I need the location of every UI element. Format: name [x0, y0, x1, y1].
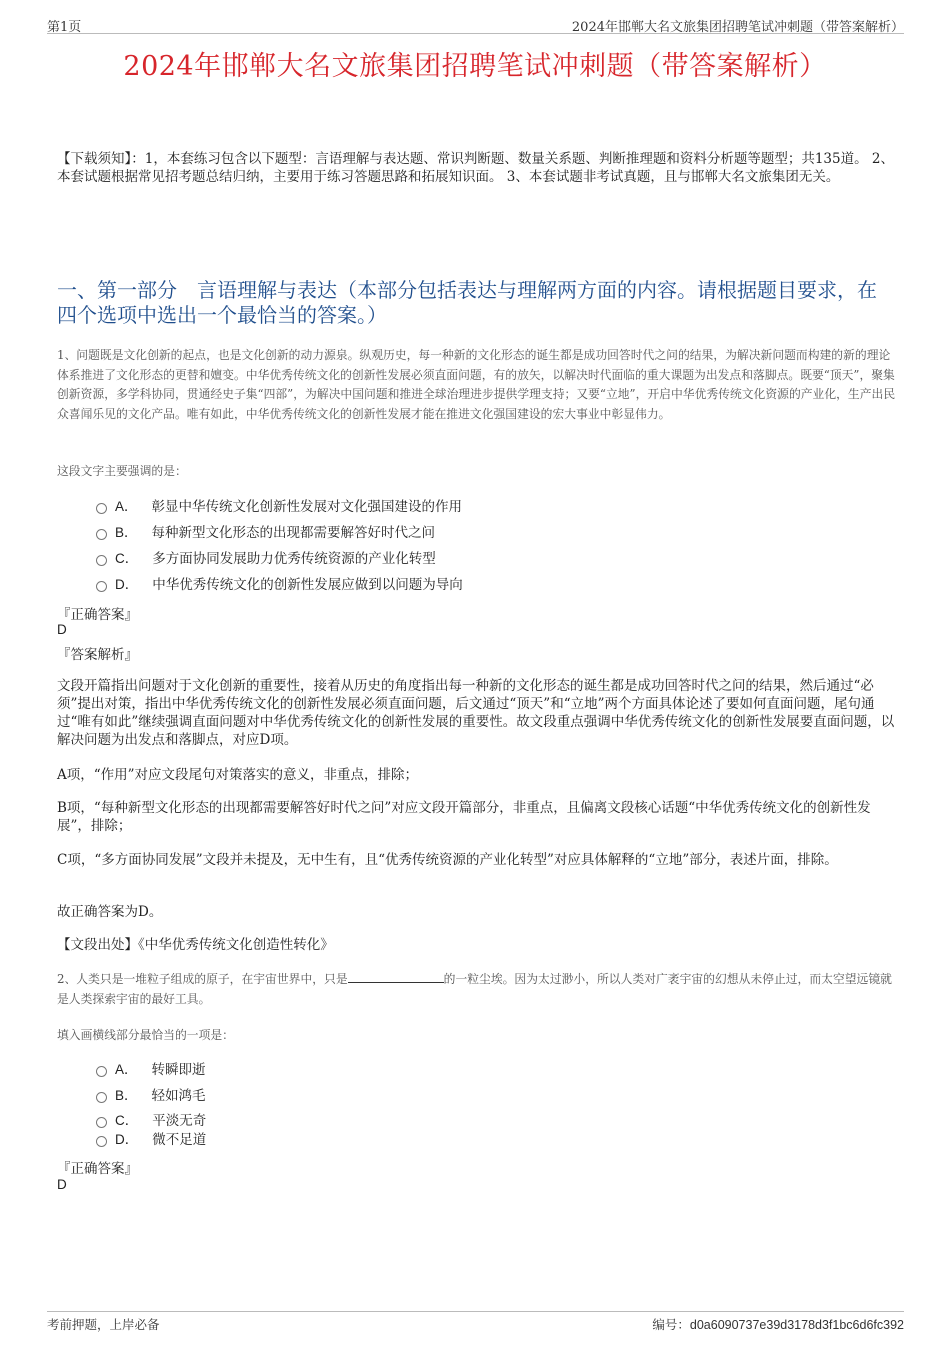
q2-answer-label: 『正确答案』 — [57, 1161, 138, 1177]
document-title: 2024年邯郸大名文旅集团招聘笔试冲刺题（带答案解析） — [123, 51, 827, 82]
radio-icon[interactable] — [96, 1092, 107, 1103]
q1-analysis-option-b: B项，“每种新型文化形态的出现都需要解答好时代之问”对应文段开篇部分，非重点，且偏离文段核心话题“中华优秀传统文化的创新性发展”，排除； — [57, 800, 871, 834]
option-letter: C． — [115, 551, 139, 566]
radio-icon[interactable] — [96, 1066, 107, 1077]
question-1-prompt: 这段文字主要强调的是： — [57, 464, 187, 478]
q1-source: 【文段出处】《中华优秀传统文化创造性转化》 — [57, 937, 334, 953]
q1-analysis-option-c: C项，“多方面协同发展”文段并未提及，无中生有，且“优秀传统资源的产业化转型”对应具体解释的“立地”部分，表述片面，排除。 — [57, 852, 838, 868]
q1-option-b[interactable] — [96, 521, 435, 541]
q2-option-d[interactable] — [96, 1128, 206, 1148]
q1-option-c[interactable] — [96, 547, 436, 567]
q1-answer: D — [57, 622, 67, 637]
radio-icon[interactable] — [96, 1117, 107, 1128]
footer-code-value: d0a6090737e39d3178d3f1bc6d6fc392 — [689, 1318, 904, 1332]
q1-option-a[interactable] — [96, 495, 462, 515]
footer-divider — [47, 1311, 904, 1312]
q2-option-c[interactable] — [96, 1109, 206, 1129]
footer-code-label: 编号： — [652, 1317, 690, 1332]
section-title: 一、第一部分 言语理解与表达（本部分包括表达与理解两方面的内容。请根据题目要求，在四个选项中选出一个最恰当的答案。） — [57, 278, 877, 327]
page-number: 第1页 — [47, 20, 82, 35]
option-letter: D． — [115, 577, 139, 592]
question-1-text: 1、问题既是文化创新的起点，也是文化创新的动力源泉。纵观历史，每一种新的文化形态的诞生都是成功回答时代之问的结果，为解决新问题而构建的新的理论体系推进了文化形态的更替和嬗变。中华优秀传统文化的创新性发展必须直面问题，有的放矢，以解决时代面临的重大课题为出发点和落脚点。既要“顶天”，聚集创新资源，多学科协同，贯通经史子集“四部”，为解决中国问题和推进全球治理进步提供学理支持；又要“立地”，开启中华优秀传统文化资源的产业化，生产出民众喜闻乐见的文化产品。唯有如此，中华优秀传统文化的创新性发展才能在推进文化强国建设的宏大事业中彰显伟力。 — [57, 348, 896, 421]
q1-analysis-paragraph: 文段开篇指出问题对于文化创新的重要性，接着从历史的角度指出每一种新的文化形态的诞生都是成功回答时代之问的结果，然后通过“必须”提出对策，指出中华优秀传统文化的创新性发展必须直面问题，后文通过“顶天”和“立地”两个方面具体论述了要如何直面问题，尾句通过“唯有如此”继续强调直面问题对中华优秀传统文化的创新性发展的重要性。故文段重点强调中华优秀传统文化的创新性发展要直面问题，以解决问题为出发点和落脚点，对应D项。 — [57, 678, 895, 748]
header-divider — [47, 33, 904, 34]
option-letter: B． — [115, 525, 138, 540]
q2-option-b[interactable] — [96, 1084, 206, 1104]
question-2-text-after: 的一粒尘埃。因为太过渺小，所以人类对广袤宇宙的幻想从未停止过，而太空望远镜就是人类探索宇宙的最好工具。 — [57, 972, 892, 1006]
option-letter: D． — [115, 1132, 139, 1147]
footer-slogan: 考前押题，上岸必备 — [47, 1317, 160, 1332]
q1-option-d[interactable] — [96, 573, 463, 593]
header-doc-title: 2024年邯郸大名文旅集团招聘笔试冲刺题（带答案解析） — [571, 20, 904, 35]
option-text: 转瞬即逝 — [151, 1062, 206, 1078]
question-2-prompt: 填入画横线部分最恰当的一项是： — [57, 1028, 234, 1042]
option-letter: A． — [115, 1062, 138, 1077]
question-2-text — [57, 970, 898, 1009]
q1-analysis-label: 『答案解析』 — [57, 647, 138, 663]
radio-icon[interactable] — [96, 1136, 107, 1147]
radio-icon[interactable] — [96, 529, 107, 540]
question-2-text-before: 2、人类只是一堆粒子组成的原子，在宇宙世界中，只是 — [57, 972, 348, 986]
q2-option-a[interactable] — [96, 1058, 206, 1078]
option-letter: C． — [115, 1113, 139, 1128]
option-letter: B． — [115, 1088, 138, 1103]
radio-icon[interactable] — [96, 581, 107, 592]
option-text: 多方面协同发展助力优秀传统资源的产业化转型 — [152, 551, 436, 567]
q2-answer: D — [57, 1177, 67, 1192]
footer-code — [652, 1315, 904, 1333]
radio-icon[interactable] — [96, 503, 107, 514]
q1-analysis-option-a: A项，“作用”对应文段尾句对策落实的意义，非重点，排除； — [57, 767, 419, 783]
download-notice: 【下载须知】：1，本套练习包含以下题型：言语理解与表达题、常识判断题、数量关系题、判断推理题和资料分析题等题型；共135道。 2、本套试题根据常见招考题总结归纳，主要用于练习答题思路和拓展知识面。 3、本套试题非考试真题，且与邯郸大名文旅集团无关。 — [57, 151, 894, 185]
option-text: 每种新型文化形态的出现都需要解答好时代之问 — [151, 525, 436, 541]
q1-answer-label: 『正确答案』 — [57, 607, 138, 623]
q1-analysis-conclusion: 故正确答案为D。 — [57, 904, 163, 920]
option-text: 彰显中华传统文化创新性发展对文化强国建设的作用 — [151, 499, 463, 515]
option-text: 轻如鸿毛 — [151, 1088, 206, 1104]
radio-icon[interactable] — [96, 555, 107, 566]
option-letter: A． — [115, 499, 138, 514]
option-text: 中华优秀传统文化的创新性发展应做到以问题为导向 — [152, 577, 463, 593]
fill-blank — [348, 971, 444, 983]
option-text: 微不足道 — [152, 1132, 207, 1148]
option-text: 平淡无奇 — [152, 1113, 207, 1129]
